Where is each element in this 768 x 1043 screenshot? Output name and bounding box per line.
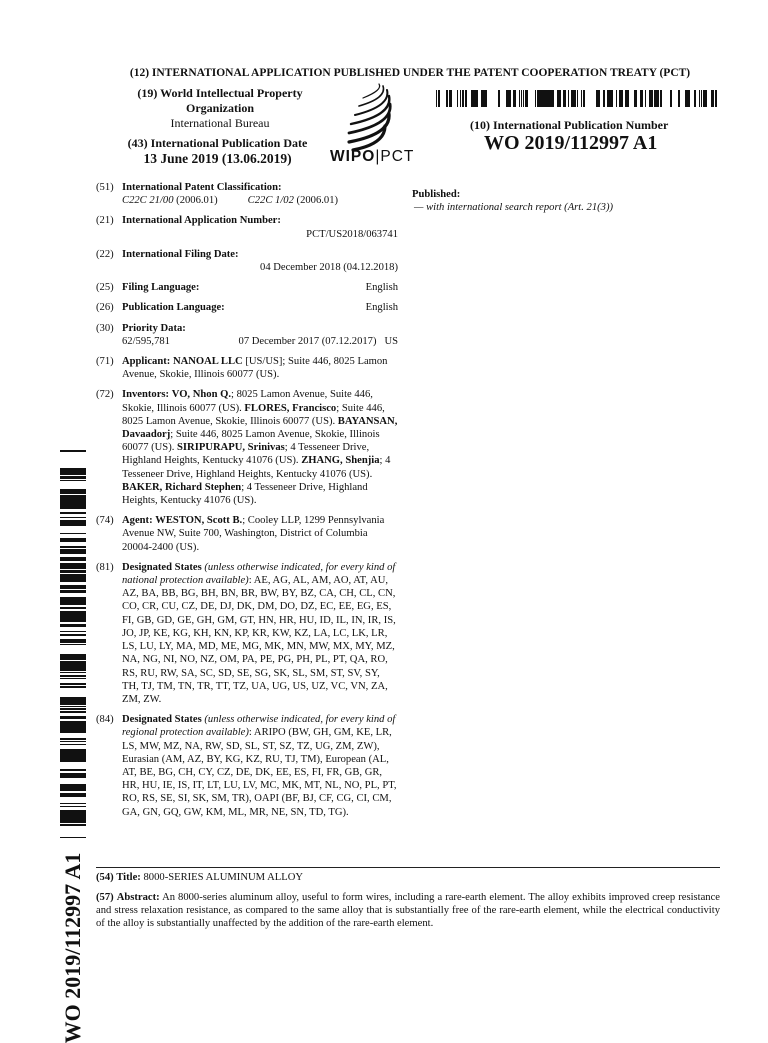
field-26-publication-language xyxy=(96,301,398,314)
inventor-address: ; 4 Tesseneer Drive, Highland Heights, Kentucky 41076 (US). xyxy=(122,455,391,480)
publication-date-label: (43) International Publication Date xyxy=(127,136,308,150)
field-num: (74) xyxy=(96,515,114,527)
field-num: (21) xyxy=(96,215,114,227)
publication-date-block xyxy=(110,136,325,166)
field-72-inventors xyxy=(96,388,398,507)
inventor-name: ZHANG, Shenjia xyxy=(301,455,380,467)
field-label: Publication Language: xyxy=(122,302,225,314)
field-note: (unless otherwise indicated, for every kind of national protection available) xyxy=(122,561,396,587)
title-section xyxy=(96,872,720,883)
field-71-applicant xyxy=(96,355,398,381)
field-num: (57) xyxy=(96,892,114,903)
pct-text: PCT xyxy=(380,148,415,165)
field-81-national-states xyxy=(96,561,398,706)
publication-number-label: (10) International Publication Number xyxy=(470,118,669,132)
ipc-version-1: (2006.01) xyxy=(176,195,218,207)
invention-title: 8000-SERIES ALUMINUM ALLOY xyxy=(143,872,303,883)
field-num: (26) xyxy=(96,302,114,314)
inventor-name: FLORES, Francisco xyxy=(244,402,337,414)
state-list: : ARIPO (BW, GH, GM, KE, LR, LS, MW, MZ, NA, RW, SD, SL, ST, SZ, TZ, UG, ZM, ZW), Eurasian (AM, AZ, BY, KG, KZ, RU, TJ, TM), European (AL, AT, BE, BG, CH, CY, CZ, DE, DK, EE, ES, FI, FR, GB, GR, HR, HU, IE, IS, IT, LT, LU, LV, MC, MK, MT, NL, NO, PL, PT, RO, RS, SE, SI, SK, SM, TR), OAPI (BF, BJ, CF, CG, CI, CM, GA, GN, GQ, GW, KM, ML, MR, NE, SN, TD, TG). xyxy=(122,727,397,818)
field-note: (unless otherwise indicated, for every kind of regional protection available) xyxy=(122,714,396,739)
field-label: Applicant: xyxy=(122,356,171,368)
field-value: English xyxy=(365,302,398,314)
abstract-section xyxy=(96,891,720,931)
wipo-wordmark xyxy=(330,148,414,166)
field-value: PCT/US2018/063741 xyxy=(306,228,398,240)
office-title-l2: Organization xyxy=(186,101,254,115)
priority-date: 07 December 2017 (07.12.2017) xyxy=(238,335,377,347)
inventor-address: ; 4 Tesseneer Drive, Highland Heights, Kentucky 41076 (US). xyxy=(122,442,370,467)
publication-date: 13 June 2019 (13.06.2019) xyxy=(143,151,292,166)
field-label: Designated States xyxy=(122,561,202,573)
field-num: (51) xyxy=(96,182,114,193)
office-num: (19) xyxy=(137,86,158,100)
field-num: (54) xyxy=(96,872,114,883)
published-block xyxy=(412,188,712,214)
field-num: (72) xyxy=(96,389,114,401)
field-25-filing-language xyxy=(96,281,398,294)
field-num: (81) xyxy=(96,561,114,573)
field-label: International Application Number: xyxy=(122,215,281,227)
field-label: International Patent Classification: xyxy=(122,182,282,193)
inventor-address: ; 8025 Lamon Avenue, Suite 446, Skokie, Illinois 60077 (US). xyxy=(122,389,373,414)
field-label: Designated States xyxy=(122,714,202,726)
agent-name: WESTON, Scott B. xyxy=(155,515,243,527)
field-num: (25) xyxy=(96,282,114,294)
field-22-filing-date xyxy=(96,248,398,274)
field-value: 04 December 2018 (04.12.2018) xyxy=(260,262,398,274)
side-barcode-icon xyxy=(60,450,86,838)
field-num: (84) xyxy=(96,714,114,726)
field-label: Abstract: xyxy=(116,892,160,903)
field-label: Agent: xyxy=(122,515,153,527)
field-21-application-number xyxy=(96,214,398,240)
published-item: — with international search report (Art. 21(3)) xyxy=(414,202,614,214)
barcode-icon xyxy=(436,90,718,107)
office-block xyxy=(120,86,320,131)
inventor-address: ; Suite 446, 8025 Lamon Avenue, Skokie, Illinois 60077 (US). xyxy=(122,402,385,427)
ipc-version-2: (2006.01) xyxy=(296,195,339,207)
inventor-address: ; Suite 446, 8025 Lamon Avenue, Skokie, Illinois 60077 (US). xyxy=(122,429,380,454)
ipc-code-1: C22C 21/00 xyxy=(122,195,174,207)
agent-address: ; Cooley LLP, 1299 Pennsylvania Avenue NW, Suite 700, Washington, District of Columbia 20004-2400 (US). xyxy=(122,515,385,553)
side-publication-number: WO 2019/112997 A1 xyxy=(60,852,85,1043)
pct-header: (12) INTERNATIONAL APPLICATION PUBLISHED UNDER THE PATENT COOPERATION TREATY (PCT) xyxy=(129,67,691,79)
office-title-l1: World Intellectual Property xyxy=(160,86,303,100)
field-num: (71) xyxy=(96,356,114,368)
field-label: Title: xyxy=(116,872,141,883)
field-84-regional-states xyxy=(96,713,398,819)
field-num: (30) xyxy=(96,322,114,334)
field-label: Filing Language: xyxy=(122,282,200,294)
inventor-name: VO, Nhon Q. xyxy=(171,389,231,401)
priority-application: 62/595,781 xyxy=(122,335,170,347)
field-label: Inventors: xyxy=(122,389,170,401)
field-74-agent xyxy=(96,514,398,554)
inventor-name: BAYANSAN, Davaadorj xyxy=(122,415,398,441)
inventor-name: BAKER, Richard Stephen xyxy=(122,481,242,493)
bibliographic-data xyxy=(96,181,398,826)
wipo-separator: | xyxy=(375,148,381,165)
inventor-address: ; 4 Tesseneer Drive, Highland Heights, Kentucky 41076 (US). xyxy=(122,481,368,507)
field-30-priority-data xyxy=(96,322,398,348)
published-heading: Published: xyxy=(412,189,461,200)
applicant-name: NANOAL LLC xyxy=(172,356,243,368)
ipc-code-2: C22C 1/02 xyxy=(247,195,294,207)
wipo-text: WIPO xyxy=(330,148,376,165)
section-divider xyxy=(96,867,720,868)
field-label: International Filing Date: xyxy=(122,248,239,260)
applicant-address: [US/US]; Suite 446, 8025 Lamon Avenue, Skokie, Illinois 60077 (US). xyxy=(122,356,388,381)
office-bureau: International Bureau xyxy=(170,116,270,130)
field-value: English xyxy=(365,282,398,294)
publication-number: WO 2019/112997 A1 xyxy=(484,132,658,154)
inventor-name: SIRIPURAPU, Srinivas xyxy=(177,442,285,454)
priority-country: US xyxy=(384,335,398,347)
field-label: Priority Data: xyxy=(122,322,186,334)
field-51-classification xyxy=(96,181,398,207)
state-list: : AE, AG, AL, AM, AO, AT, AU, AZ, BA, BB, BG, BH, BN, BR, BW, BY, BZ, CA, CH, CL, CN, CO, CR, CU, CZ, DE, DJ, DK, DM, DO, DZ, EC, EE, EG, ES, FI, GB, GD, GE, GH, GM, GT, HN, HR, HU, ID, IL, IN, IR, IS, JO, JP, KE, KG, KH, KN, KP, KR, KW, KZ, LA, LC, LK, LR, LS, LU, LY, MA, MD, ME, MG, MK, MN, MW, MX, MY, MZ, NA, NG, NI, NO, NZ, OM, PA, PE, PG, PH, PL, PT, QA, RO, RS, RU, RW, SA, SC, SD, SE, SG, SK, SL, SM, ST, SV, SY, TH, TJ, TM, TN, TR, TT, TZ, UA, UG, US, UZ, VC, VN, ZA, ZM, ZW. xyxy=(122,575,396,705)
abstract-text: An 8000-series aluminum alloy, useful to form wires, including a rare-earth element. The alloy exhibits improved creep resistance and stress relaxation resistance, as compared to the same alloy that is substantially free of the rare-earth element, while the electrical conductivity of the alloy is substantially unaffected by the addition of the rare-earth element. xyxy=(96,892,720,930)
field-num: (22) xyxy=(96,248,114,260)
